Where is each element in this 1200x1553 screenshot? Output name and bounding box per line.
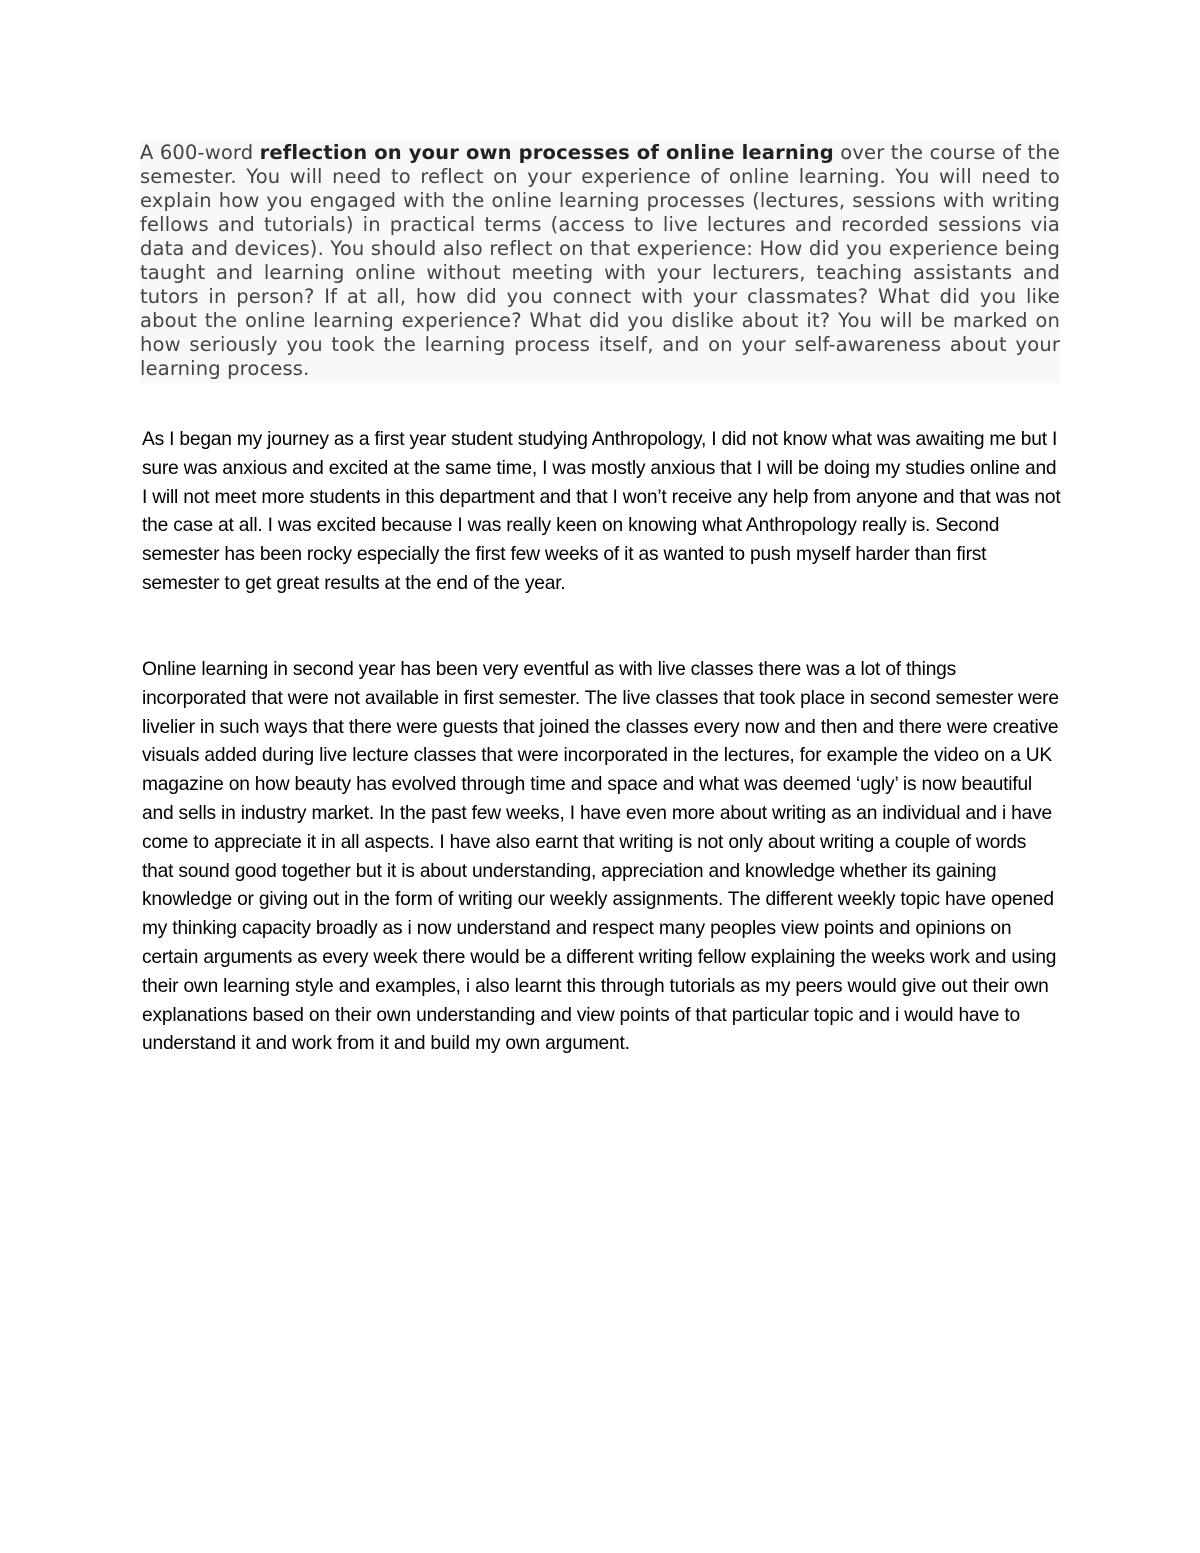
assignment-prompt <box>140 141 1060 383</box>
prompt-lead: A 600-word <box>140 141 260 164</box>
prompt-body: over the course of the semester. You will need to reflect on your experience of online learning. You will need to explain how you engaged with the online learning processes (lectures, sessions with writing fellows and tutorials) in practical terms (access to live lectures and recorded sessions via data and devices). You should also reflect on that experience: How did you experience being taught and learning online without meeting with your lecturers, teaching assistants and tutors in person? If at all, how did you connect with your classmates? What did you like about the online learning experience? What did you dislike about it? You will be marked on how seriously you took the learning process itself, and on your self-awareness about your learning process. <box>140 141 1060 380</box>
prompt-emphasis: reflection on your own processes of online learning <box>259 141 834 164</box>
essay-paragraph-1: As I began my journey as a first year student studying Anthropology, I did not know what was awaiting me but I sure was anxious and excited at the same time, I was mostly anxious that I will be doing my studies online and I will not meet more students in this department and that I won’t receive any help from anyone and that was not the case at all. I was excited because I was really keen on knowing what Anthropology really is. Second semester has been rocky especially the first few weeks of it as wanted to push myself harder than first semester to get great results at the end of the year. <box>142 429 1061 594</box>
essay-paragraph-2: Online learning in second year has been very eventful as with live classes there was a lot of things incorporated that were not available in first semester. The live classes that took place in second semester were livelier in such ways that there were guests that joined the classes every now and then and there were creative visuals added during live lecture classes that were incorporated in the lectures, for example the video on a UK magazine on how beauty has evolved through time and space and what was deemed ‘ugly’ is now beautiful and sells in industry market. In the past few weeks, I have even more about writing as an individual and i have come to appreciate it in all aspects. I have also earnt that writing is not only about writing a couple of words that sound good together but it is about understanding, appreciation and knowledge whether its gaining knowledge or giving out in the form of writing our weekly assignments. The different weekly topic have opened my thinking capacity broadly as i now understand and respect many peoples view points and opinions on certain arguments as every week there would be a different writing fellow explaining the weeks work and using their own learning style and examples, i also learnt this through tutorials as my peers would give out their own explanations based on their own understanding and view points of that particular topic and i would have to understand it and work from it and build my own argument. <box>142 659 1059 1055</box>
